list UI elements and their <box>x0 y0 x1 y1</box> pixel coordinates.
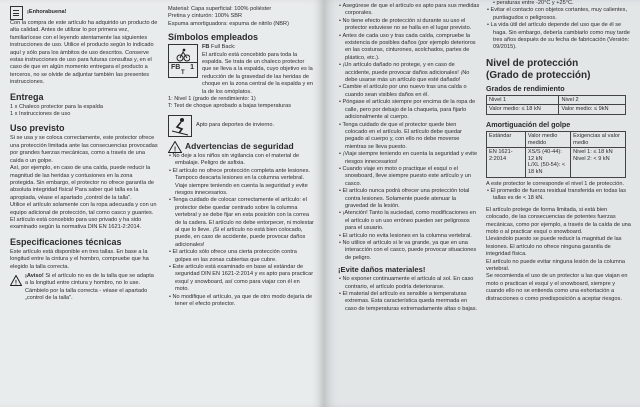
table-cell: Valor medio: ≤ 18 kN <box>487 105 559 115</box>
specs-heading: Especificaciones técnicas <box>10 236 122 247</box>
table-cell: XS/S (40-44): 12 kN L/XL (50-54): < 18 kN <box>525 148 570 177</box>
safety-item: • Asegúrese de que el artículo es apto para sus medidas corporales. <box>338 3 480 18</box>
warning-item: • No modifique el artículo, ya que de otro modo dejaría de tener el efecto protector. <box>168 294 314 309</box>
storage-item: • Evitar el contacto con objetos cortantes, muy calientes, puntiagudos o peligrosos. <box>486 7 632 22</box>
use-text: Utilice el artículo solamente con la ropa adecuada y con un equipo adicional de protección, tal como casco y guantes. <box>10 202 157 216</box>
safety-item: • Cuando viaje en moto o practique el esquí o el snowboard, lleve siempre puesto este artículo y un casco. <box>338 166 480 188</box>
table-cell: Exigencias al valor medio <box>571 132 626 148</box>
use-text: Así, por ejemplo, en caso de una caída, puede reducir la magnitud de las heridas y contusiones en la zona protegida. Sin embargo, el protector no ofrece garantía de absoluta integridad física! Para saber qué talla es la apropiada, véase el apartado „control de la talla". <box>10 165 154 201</box>
storage-item: • La vida útil del artículo depende del uso que de él se haga. Sin embargo, debería cambiarlo como muy tarde tres años después de su fecha de fabricación (Versión: 09/2015). <box>486 22 632 52</box>
table-row <box>487 95 626 105</box>
warning-item: • El artículo sólo ofrece una cierta protección contra golpes en las zonas cubiertas que cubre. <box>168 249 314 264</box>
delivery-item: 1 x Chaleco protector para la espalda <box>10 103 103 110</box>
warning-item: • El artículo no ofrece protección completa ante lesiones. Tampoco descarta lesiones en la columna vertebral. Viaje siempre teniendo en cuenta la seguridad y evite riesgos innecesarios. <box>168 168 314 198</box>
delivery-item: 1 x Instrucciones de uso <box>10 111 71 118</box>
manual-icon <box>10 6 23 20</box>
level-heading-sub: (Grado de protección) <box>486 69 591 81</box>
final-text: El artículo protege de forma limitada, si está bien colocado, de las consecuencias de potentes fuerzas mecánicas, como por ejemplo, a través de la caída de una moto o al practicar esquí o snowboard. <box>486 206 631 236</box>
safety-item: • ¡Viaje siempre teniendo en cuenta la seguridad y evite riesgos innecesarios! <box>338 151 480 166</box>
table-cell: EN 1621-2:2014 <box>487 148 526 177</box>
ski-text: Apto para deportes de invierno. <box>196 122 275 129</box>
use-text: Si se usa y se coloca correctamente, este protector ofrece una protección limitada ante las consecuencias provocadas por grandes fuerzas mecánicas, como a través de una caída o un golpe. <box>10 135 158 164</box>
notice-label: ¡Aviso! <box>25 272 44 279</box>
intro-text: Con la compra de este artículo ha adquirido un producto de alta calidad. Antes de utilizar lo por primera vez, familiarícese con el leyendo atentamente las siguientes instrucciones de uso. Utilice el producto según lo indicado aquí y sólo para los ámbitos de uso descritos. Conserve estas instrucciones de uso para futuras consultas y, en el caso de que en algún momento entregara el producto a terceros, no se olvide de adjuntar también las presentes instrucciones. <box>10 20 158 86</box>
safety-item: • ¡Un artículo dañado no protege, y en caso de accidente, puede provocar daños adicionales! ¡No debe usarse más un artículo que esté dañado! <box>338 62 480 84</box>
table-cell: Nivel 1: ≤ 18 kN Nivel 2: < 9 kN <box>571 148 626 177</box>
table-cell: Nivel 1 <box>487 95 559 105</box>
intro-block <box>10 6 158 20</box>
warning-item: • No deje a los niños sin vigilancia con el material de embalaje. Peligro de asfixia. <box>168 153 314 168</box>
full-back-protector-icon: FB 1 T <box>168 44 198 96</box>
safety-item: • No utilice el artículo si le va grande, ya que en una interacción con el casco, puede provocar situaciones de peligro. <box>338 240 480 262</box>
final-text: Llevándolo puesto se puede reducir la magnitud de las lesiones. El artículo no ofrece ninguna garantía de integridad física. <box>486 236 622 258</box>
impact-table <box>486 131 626 178</box>
symbol-fb-text: El artículo está concebido para toda la espalda. Se trata de un chaleco protector que se lleva a la espalda, cuyo objetivo es la reducción de la gravedad de las heridas de choque en la zona central de la espalda y en la de los omóplatos. <box>202 51 314 95</box>
size-notice <box>10 273 158 303</box>
table-cell: Nivel 2 <box>559 95 626 105</box>
damage-item: • El material del artículo es sensible a temperaturas extremas. Esta característica queda mermada en caso de temperaturas extremadamente altas o bajas. <box>338 291 480 313</box>
level-heading: Nivel de protección <box>486 57 579 69</box>
safety-item: • No tiene efecto de protección si durante su uso el protector estuviese no se halla en el lugar previsto. <box>338 18 480 33</box>
right-column-1 <box>338 3 480 313</box>
safety-item: • Antes de cada uso y tras cada caída, compruebe la existencia de posibles daños (por ejemplo deterioros en las costuras, cinturones, acolchados, partes de plástico, etc.). <box>338 33 480 63</box>
right-page <box>324 0 640 407</box>
symbols-heading: Símbolos empleados <box>168 32 259 43</box>
final-text: Se recomienda el uso de un protector a las que viajan en moto o practican el esquí y el snowboard, siempre y cuando ello no se entienda como una exhortación a distracciones o como predisposición a aceptar riesgos. <box>486 273 628 302</box>
symbol-t: T: Test de choque aprobado a bajas temperaturas <box>168 103 292 110</box>
warnings-header <box>168 141 314 153</box>
impact-text: A este protector le corresponde el nivel 1 de protección. <box>486 180 625 187</box>
safety-item: • El artículo nunca podrá ofrecer una protección total contra lesiones. Solamente puede atenuar la gravedad de la lesión. <box>338 188 480 210</box>
intro-title: ¡Enhorabuena! <box>27 9 67 15</box>
table-row <box>487 105 626 115</box>
symbol-level: 1: Nivel 1 (grado de rendimiento: 1) <box>168 96 256 103</box>
final-text: El artículo no puede evitar ninguna lesión de la columna vertebral. <box>486 258 626 273</box>
level-table <box>486 95 626 115</box>
left-column-2 <box>168 6 314 308</box>
svg-text:!: ! <box>14 279 18 286</box>
svg-text:!: ! <box>173 146 177 153</box>
safety-item: • Tenga cuidado de que el protector quede bien colocado en el artículo. El artículo debe quedar pegado al cuerpo y, con ello no debe moverse mientras se lleva puesto. <box>338 122 480 152</box>
warning-triangle-icon <box>10 273 22 285</box>
warning-triangle-icon <box>168 141 182 153</box>
use-text: El artículo está concebido para uso privado y ha sido examinado según la normativa DIN EN 1621-2:2014. <box>10 216 142 231</box>
use-heading: Uso previsto <box>10 123 65 134</box>
damage-item: • No exponer continuamente el artículo al sol. En caso contrario, el artículo podría deteriorarse. <box>338 276 480 291</box>
impact-bullet: • El promedio de fuerza residual transferida en todas las tallas es de < 18 kN. <box>486 188 632 203</box>
table-row <box>487 132 626 148</box>
impact-heading: Amortiguación del golpe <box>486 120 571 130</box>
left-column-1 <box>10 6 158 303</box>
specs-text: Este artículo está disponible en tres tallas. En base a la longitud entre la cintura y el hombro, compruebe que ha elegido la talla correcta. <box>10 248 149 270</box>
symbol-fb-title: FB <box>202 44 210 51</box>
warning-item: • Este artículo está examinado en base al estándar de seguridad DIN EN 1621-2:2014 y es apto para practicar esquí y snowboard, así como para viajar con él en moto. <box>168 264 314 294</box>
material-text: Material: Capa superficial: 100% poliéster Pretina y cinturón: 100% SBR Espuma amortiguadora: espuma de nitrilo (NBR) <box>168 6 289 27</box>
ski-block <box>168 115 314 137</box>
table-cell: Valor medio: ≤ 9kN <box>559 105 626 115</box>
right-column-2 <box>486 0 632 303</box>
safety-item: • ¡Atención! Tanto la suciedad, como modificaciones en el artículo o un uso erróneo pueden ser peligrosos para el usuario. <box>338 210 480 232</box>
safety-item: • El artículo no evita lesiones en la columna vertebral. <box>338 233 480 240</box>
symbol-fb-block <box>168 44 314 96</box>
table-cell: Estándar <box>487 132 526 148</box>
table-cell: Valor medio medido <box>525 132 570 148</box>
warning-item: • Tenga cuidado de colocar correctamente el artículo: el protector debe quedar centrado sobre la columna vertebral y se debe fijar en esta posición con la correa de la cadera. El artículo no debe entorpecer, ni molestar al que lo lleve. ¡Si el artículo no está bien colocado, puede, en caso de accidente, puede provocar daños adicionales! <box>168 197 314 249</box>
table-row <box>487 148 626 177</box>
warnings-heading: Advertencias de seguridad <box>185 141 294 152</box>
level-subheading: Grados de rendimiento <box>486 83 565 93</box>
notice-text: Si el artículo no es de la talla que se adapta a la longitud entre cintura y hombro, no lo use. Cámbielo por la talla correcta - véase el apartado „control de la talla". <box>25 272 154 302</box>
symbol-fb-subtitle: Full Back: <box>211 44 236 51</box>
damage-heading: ¡Evite daños materiales! <box>338 265 426 275</box>
delivery-heading: Entrega <box>10 91 44 102</box>
ski-icon <box>168 115 192 137</box>
safety-item: • Póngase el artículo siempre por encima de la ropa de calle, pero por debajo de la chaqueta, para fijarlo adicionalmente al cuerpo. <box>338 99 480 121</box>
safety-item: • Cambie el artículo por uno nuevo tras una caída o cuando sean visibles daños en él. <box>338 84 480 99</box>
storage-item: • peraturas entre -20°C y +25°C. <box>486 0 632 7</box>
